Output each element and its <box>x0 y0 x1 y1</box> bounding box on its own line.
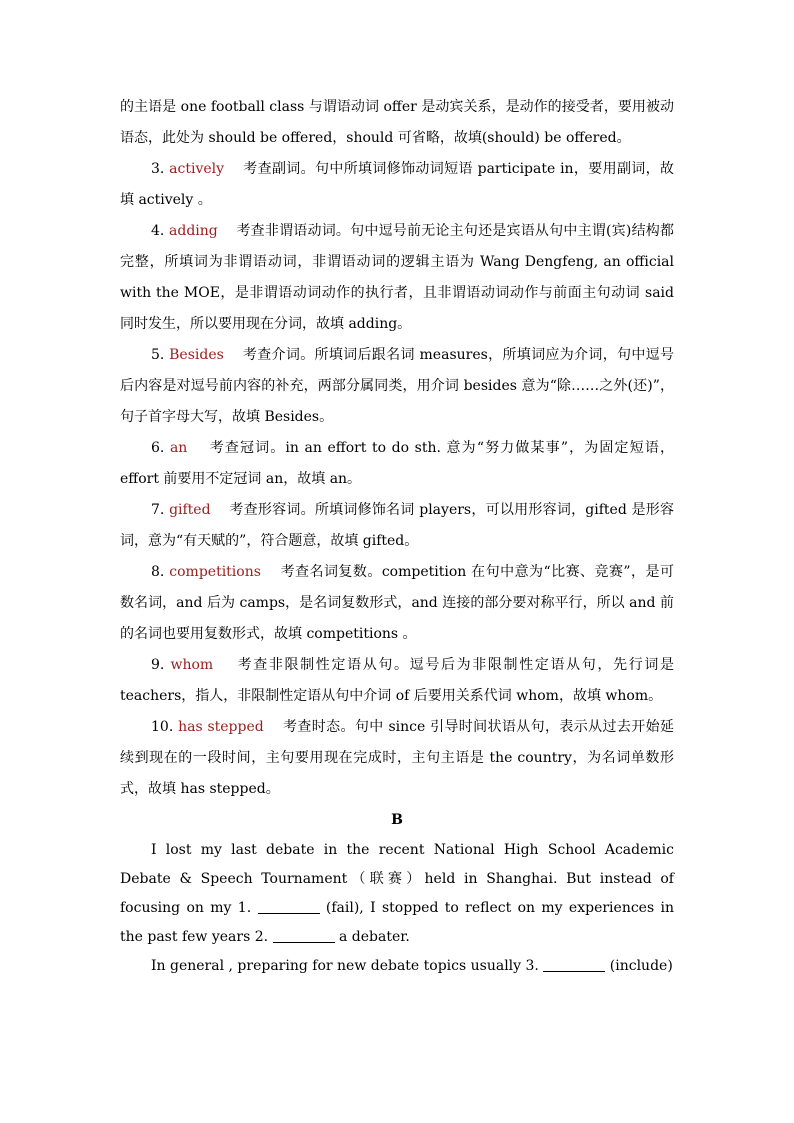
answer-item-8 <box>120 557 674 650</box>
answer-word: whom <box>170 657 214 673</box>
answer-item-10 <box>120 712 674 805</box>
blank-2 <box>273 928 335 943</box>
explanation-text: 考查非限制性定语从句。逗号后为非限制性定语从句，先行词是 teachers，指人，非限制性定语从句中介词 of 后要用关系代词 whom，故填 whom。 <box>120 657 675 704</box>
answer-word: competitions <box>169 564 261 580</box>
passage-text: I lost my last debate in the recent National High School Academic Debate & Speech Tournament（联赛）held in Shanghai. But instead of focusing on my 1. <box>120 842 674 916</box>
item-number: 6. <box>151 440 165 456</box>
explanation-text: 考查介词。所填词后跟名词 measures，所填词应为介词，句中逗号后内容是对逗号前内容的补充，两部分属同类，用介词 besides 意为“除……之外(还)”，句子首字母大写，故填 Besides。 <box>120 347 674 425</box>
item-number: 7. <box>151 502 165 518</box>
answer-word: an <box>169 440 188 456</box>
document-page <box>120 92 674 981</box>
paragraph-text: 的主语是 one football class 与谓语动词 offer 是动宾关系，是动作的接受者，要用被动语态，此处为 should be offered，should 可省略，故填(should) be offered。 <box>120 99 674 146</box>
passage-paragraph-2 <box>120 952 674 981</box>
item-number: 5. <box>151 347 165 363</box>
explanation-text: 考查名词复数。competition 在句中意为“比赛、竞赛”，是可数名词，and 后为 camps，是名词复数形式，and 连接的部分要对称平行，所以 and 前的名词也要用复数形式，故填 competitions 。 <box>120 564 674 642</box>
passage-text: (include) <box>609 958 673 974</box>
item-number: 4. <box>151 223 165 239</box>
answer-item-9 <box>120 650 674 712</box>
explanation-text: 考查冠词。in an effort to do sth. 意为“努力做某事”，为固定短语，effort 前要用不定冠词 an，故填 an。 <box>120 440 674 487</box>
answer-item-5 <box>120 340 674 433</box>
item-number: 10. <box>151 719 174 735</box>
answer-word: adding <box>169 223 218 239</box>
passage-text: a debater. <box>338 929 410 945</box>
item-number: 8. <box>151 564 165 580</box>
answer-item-4 <box>120 216 674 340</box>
explanation-text: 考查形容词。所填词修饰名词 players，可以用形容词，gifted 是形容词，意为“有天赋的”，符合题意，故填 gifted。 <box>120 502 674 549</box>
section-title: B <box>391 812 403 828</box>
blank-1 <box>258 899 320 914</box>
answer-item-6 <box>120 433 674 495</box>
passage-paragraph-1 <box>120 836 674 952</box>
answer-word: has stepped <box>178 719 264 735</box>
explanation-text: 考查非谓语动词。句中逗号前无论主句还是宾语从句中主谓(宾)结构都完整，所填词为非谓语动词，非谓语动词的逻辑主语为 Wang Dengfeng, an official with the MOE，是非谓语动词动作的执行者，且非谓语动词动作与前面主句动词 said 同时发生，所以要用现在分词，故填 adding。 <box>120 223 674 332</box>
blank-3 <box>543 957 605 972</box>
passage-text: (fail), I stopped to reflect on my experiences in the past few years 2. <box>120 900 674 945</box>
answer-word: Besides <box>169 347 224 363</box>
item-number: 3. <box>151 161 165 177</box>
answer-item-3 <box>120 154 674 216</box>
answer-item-7 <box>120 495 674 557</box>
item-number: 9. <box>151 657 165 673</box>
explanation-continued <box>120 92 674 154</box>
answer-word: gifted <box>169 502 211 518</box>
passage-text: In general , preparing for new debate topics usually 3. <box>151 958 539 974</box>
answer-word: actively <box>169 161 225 177</box>
explanation-text: 考查时态。句中 since 引导时间状语从句，表示从过去开始延续到现在的一段时间，主句要用现在完成时，主句主语是 the country，为名词单数形式，故填 has stepped。 <box>120 719 674 797</box>
explanation-text: 考查副词。句中所填词修饰动词短语 participate in，要用副词，故填 actively 。 <box>120 161 674 208</box>
